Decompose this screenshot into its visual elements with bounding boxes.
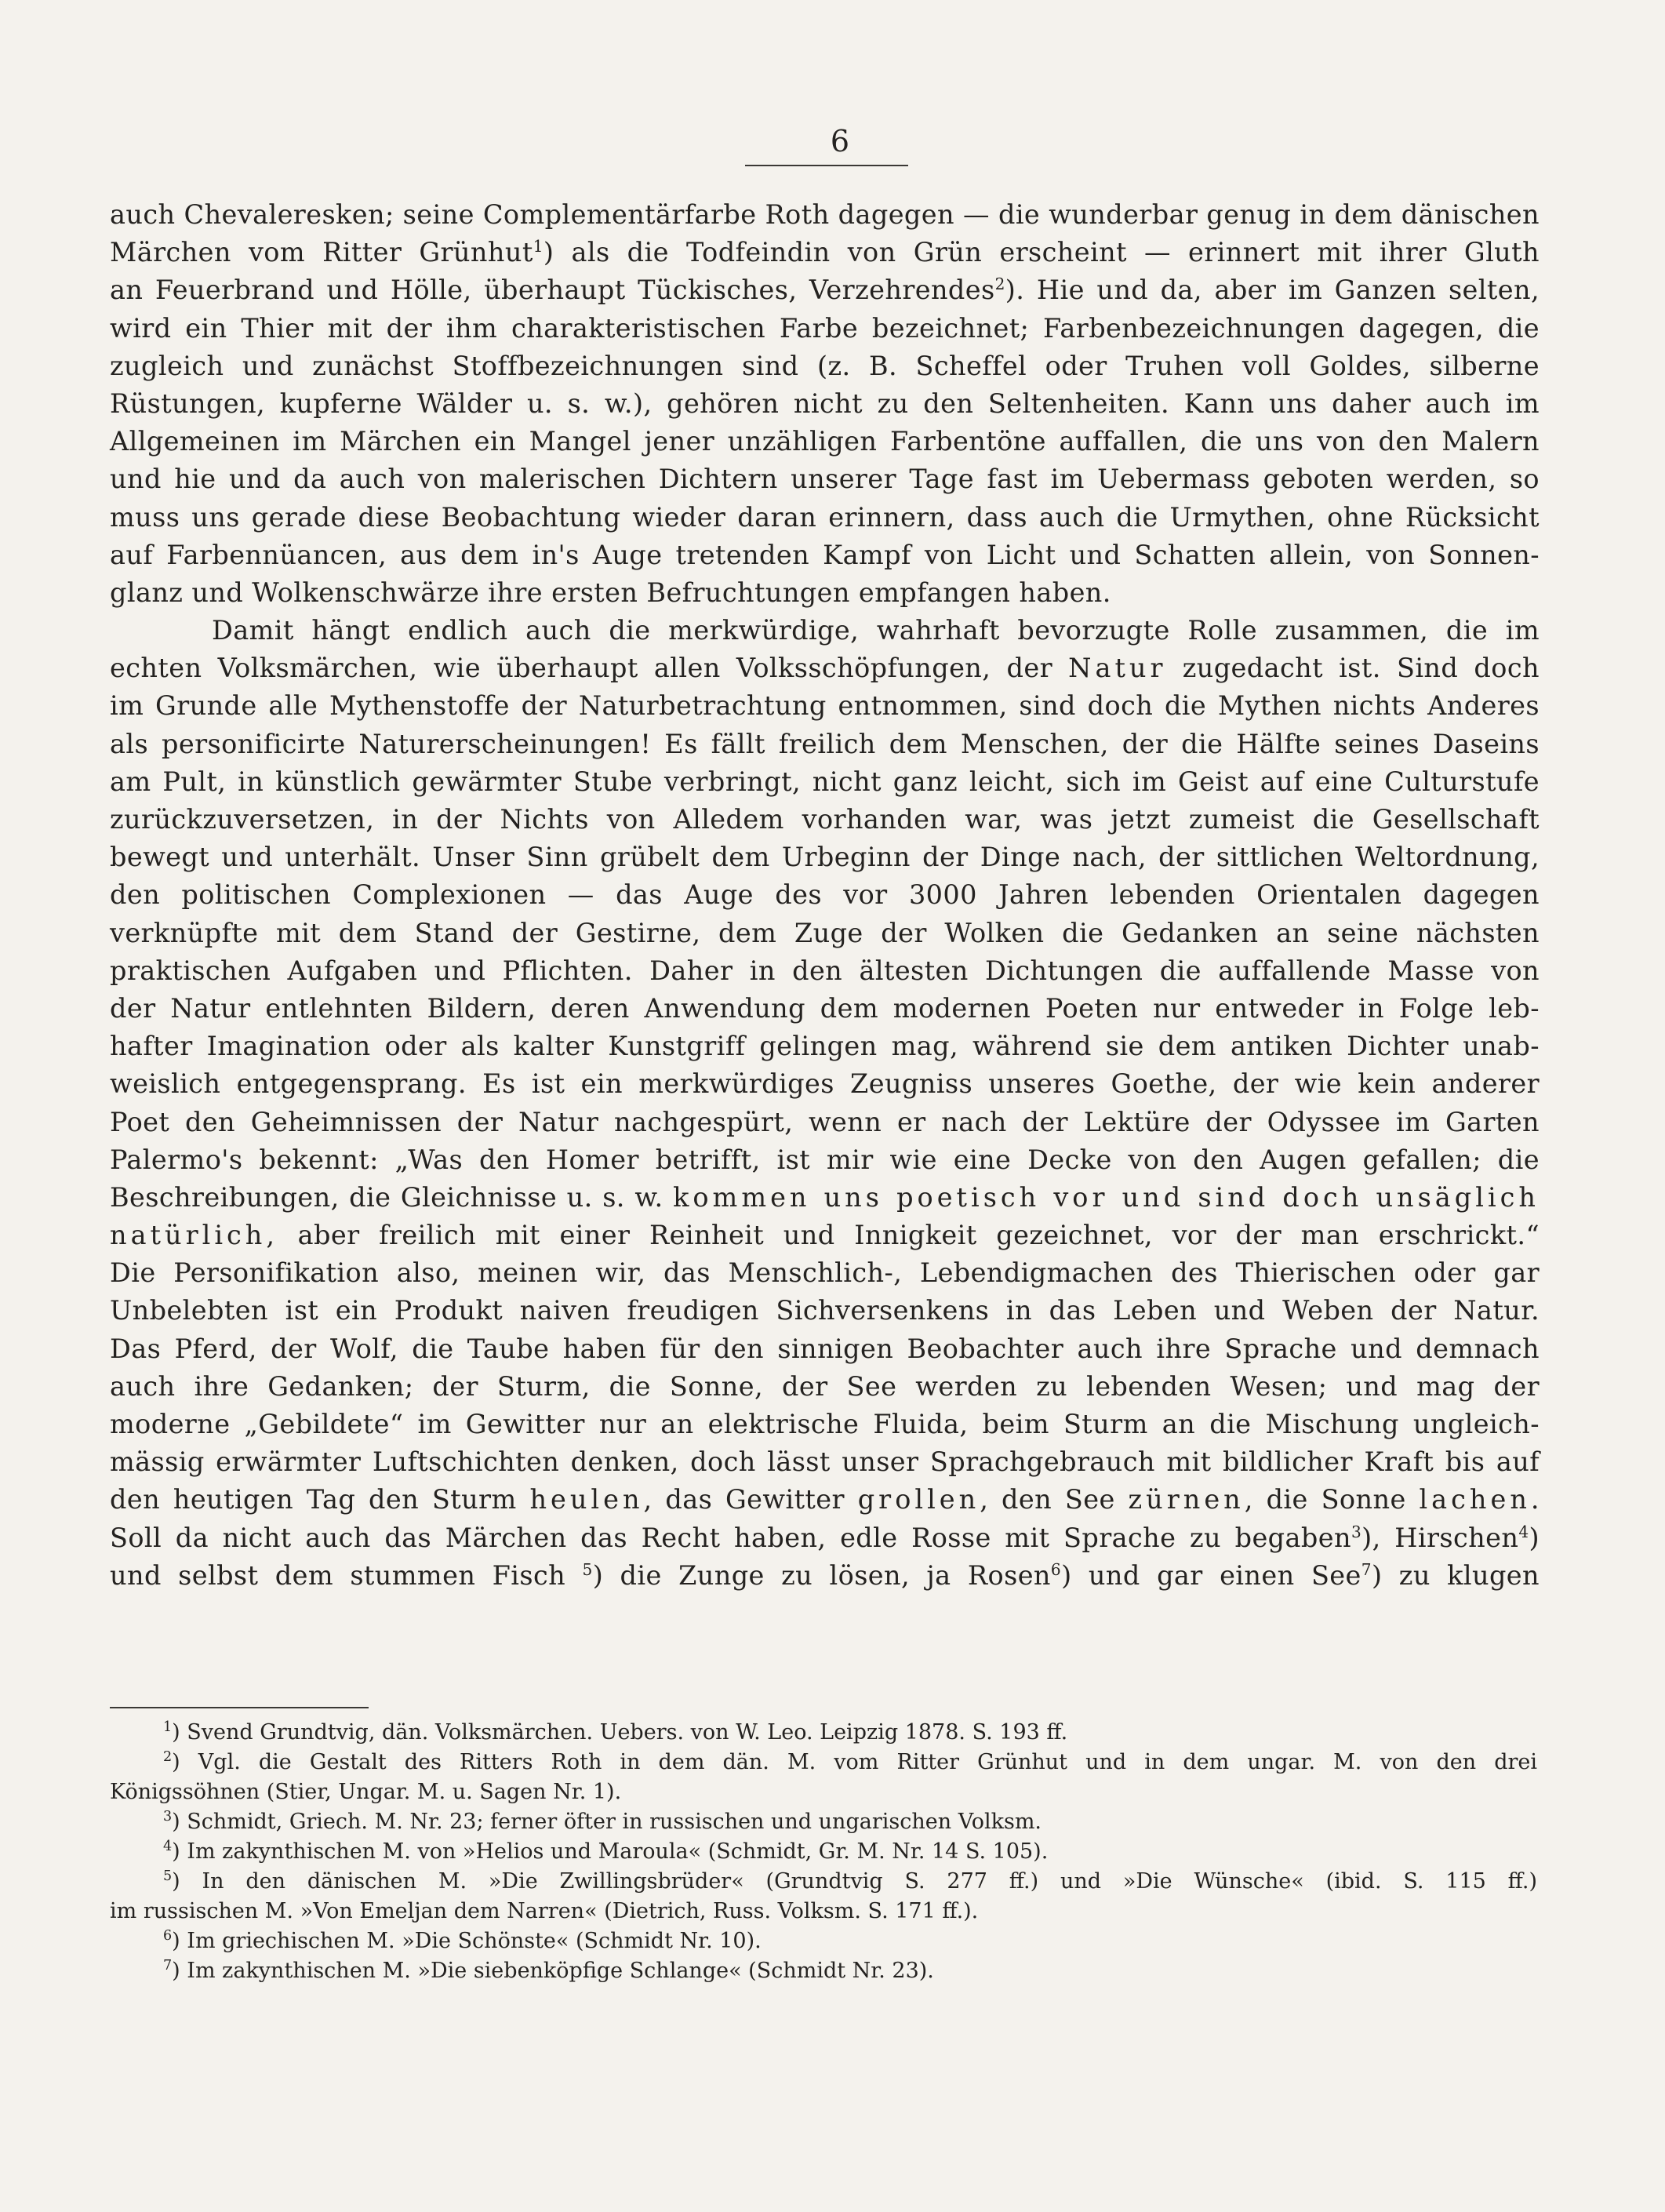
page-number: 6 xyxy=(830,124,851,158)
footnote-ref[interactable]: 3 xyxy=(1351,1522,1362,1541)
footnote-rule xyxy=(110,1707,369,1708)
emphasis-lachen: lachen xyxy=(1419,1484,1531,1515)
text-line: verknüpfte mit dem Stand der Gestirne, dem Zuge der Wolken die Gedanken an seine nächsten xyxy=(110,917,1540,948)
footnote-1: $^1$) Svend Grundtvig, dän. Volksmärchen. Uebers. von W. Leo. Leipzig 1878. S. 193 ff. xyxy=(163,1719,1068,1744)
text-line: zugleich und zunächst Stoffbezeichnungen sind (z. B. Scheffel oder Truhen voll Goldes, silberne xyxy=(110,350,1540,381)
text-line: im Grunde alle Mythenstoffe der Naturbetrachtung entnommen, sind doch die Mythen nichts Anderes xyxy=(110,690,1540,722)
text-line: den politischen Complexionen — das Auge des vor 3000 Jahren lebenden Orientalen dagegen xyxy=(110,879,1540,911)
footnote-ref[interactable]: 1 xyxy=(533,237,543,256)
text-line: Damit hängt endlich auch die merkwürdige, wahrhaft bevorzugte Rolle zusammen, die im xyxy=(212,615,1540,646)
footnote-number: 5 xyxy=(163,1868,173,1884)
emphasis-grollen: grollen xyxy=(857,1484,980,1515)
footnote-4: $^4$) Im zakynthischen M. von »Helios und Maroula« (Schmidt, Gr. M. Nr. 14 S. 105). xyxy=(163,1839,1049,1864)
text-line: Soll da nicht auch das Märchen das Recht haben, edle Rosse mit Sprache zu begaben$^3$), Hirschen$^4$) xyxy=(110,1522,1540,1553)
text-line: hafter Imagination oder als kalter Kunstgriff gelingen mag, während sie dem antiken Dichter unab- xyxy=(110,1031,1540,1062)
text-line: Märchen vom Ritter Grünhut$^1$) als die Todfeindin von Grün erscheint — erinnert mit ihrer Gluth xyxy=(110,237,1540,268)
footnote-7: $^7$) Im zakynthischen M. »Die siebenköpfige Schlange« (Schmidt Nr. 23). xyxy=(163,1958,934,1983)
footnote-2-continued: Königssöhnen (Stier, Ungar. M. u. Sagen Nr. 1). xyxy=(110,1780,622,1804)
footnote-6: $^6$) Im griechischen M. »Die Schönste« (Schmidt Nr. 10). xyxy=(163,1928,762,1953)
footnote-ref[interactable]: 4 xyxy=(1518,1522,1529,1541)
text-line: auf Farbennüancen, aus dem in's Auge tretenden Kampf von Licht und Schatten allein, von Sonnen- xyxy=(110,539,1540,570)
text-line: der Natur entlehnten Bildern, deren Anwendung dem modernen Poeten nur entweder in Folge leb- xyxy=(110,992,1540,1024)
emphasis-natuerlich: natürlich, xyxy=(110,1220,279,1251)
footnote-5-continued: im russischen M. »Von Emeljan dem Narren« (Dietrich, Russ. Volksm. S. 171 ff.). xyxy=(110,1899,979,1923)
footnote-ref[interactable]: 6 xyxy=(1050,1559,1062,1579)
text-line: muss uns gerade diese Beobachtung wieder daran erinnern, dass auch die Urmythen, ohne Rücksicht xyxy=(110,501,1540,533)
footnote-5: $^5$) In den dänischen M. »Die Zwillingsbrüder« (Grundtvig S. 277 ff.) und »Die Wünsche« (ibid. S. 115 ff.) xyxy=(163,1868,1537,1894)
footnote-number: 7 xyxy=(163,1958,173,1974)
footnote-2: $^2$) Vgl. die Gestalt des Ritters Roth in dem dän. M. vom Ritter Grünhut und in dem ungar. M. von den drei xyxy=(163,1749,1537,1774)
text-line: zurückzuversetzen, in der Nichts von Alledem vorhanden war, was jetzt zumeist die Gesellschaft xyxy=(110,804,1540,835)
text-line: Rüstungen, kupferne Wälder u. s. w.), gehören nicht zu den Seltenheiten. Kann uns daher auch im xyxy=(110,387,1540,419)
footnote-number: 3 xyxy=(163,1809,173,1825)
text-line: bewegt und unterhält. Unser Sinn grübelt dem Urbeginn der Dinge nach, der sittlichen Weltordnung, xyxy=(110,842,1540,873)
text-line: Palermo's bekennt: „Was den Homer betrifft, ist mir wie eine Decke von den Augen gefallen; die xyxy=(110,1144,1540,1175)
text-line: praktischen Aufgaben und Pflichten. Daher in den ältesten Dichtungen die auffallende Masse von xyxy=(110,955,1540,986)
emphasis-zuernen: zürnen xyxy=(1128,1484,1245,1515)
footnote-number: 6 xyxy=(163,1928,173,1944)
footnote-number: 4 xyxy=(163,1839,173,1854)
text-line: Allgemeinen im Märchen ein Mangel jener unzähligen Farbentöne auffallen, die uns von den Malern xyxy=(110,426,1540,457)
text-line: moderne „Gebildete“ im Gewitter nur an elektrische Fluida, beim Sturm an die Mischung ungleich- xyxy=(110,1409,1540,1439)
footnote-number: 1 xyxy=(163,1719,173,1735)
main-text xyxy=(110,196,1540,1595)
text-line: Die Personifikation also, meinen wir, das Menschlich-, Lebendigmachen des Thierischen oder gar xyxy=(110,1257,1540,1289)
text-line: den heutigen Tag den Sturm heulen, das Gewitter grollen, den See zürnen, die Sonne lachen. xyxy=(110,1484,1540,1515)
header-rule xyxy=(745,165,908,166)
text-line: Unbelebten ist ein Produkt naiven freudigen Sichversenkens in das Leben und Weben der Natur. xyxy=(110,1295,1540,1326)
text-line: und selbst dem stummen Fisch $^5$) die Zunge zu lösen, ja Rosen$^6$) und gar einen See$^7$) zu klugen xyxy=(110,1559,1540,1591)
text-line: auch Chevaleresken; seine Complementärfarbe Roth dagegen — die wunderbar genug in dem dänischen xyxy=(110,199,1540,230)
text-line: und hie und da auch von malerischen Dichtern unserer Tage fast im Uebermass geboten werden, so xyxy=(110,464,1540,495)
text-line: Poet den Geheimnissen der Natur nachgespürt, wenn er nach der Lektüre der Odyssee im Garten xyxy=(110,1106,1540,1137)
footnote-ref[interactable]: 5 xyxy=(582,1559,593,1579)
text-line: an Feuerbrand und Hölle, überhaupt Tückisches, Verzehrendes$^2$). Hie und da, aber im Ganzen selten, xyxy=(110,275,1540,306)
text-line: Beschreibungen, die Gleichnisse u. s. w. kommen uns poetisch vor und sind doch unsäglich xyxy=(110,1181,1540,1213)
footnotes xyxy=(110,1718,1537,1986)
emphasis-quote: kommen uns poetisch vor und sind doch unsäglich xyxy=(673,1181,1540,1213)
emphasis-heulen: heulen xyxy=(529,1484,644,1515)
text-line: Das Pferd, der Wolf, die Taube haben für den sinnigen Beobachter auch ihre Sprache und demnach xyxy=(110,1333,1540,1364)
text-line: am Pult, in künstlich gewärmter Stube verbringt, nicht ganz leicht, sich im Geist auf eine Culturstufe xyxy=(110,766,1540,797)
text-line: als personificirte Naturerscheinungen! Es fällt freilich dem Menschen, der die Hälfte seines Daseins xyxy=(110,728,1540,759)
text-line: auch ihre Gedanken; der Sturm, die Sonne, der See werden zu lebenden Wesen; und mag der xyxy=(110,1370,1540,1402)
text-line: natürlich, aber freilich mit einer Reinheit und Innigkeit gezeichnet, vor der man erschrickt.“ xyxy=(110,1220,1540,1251)
text-line: mässig erwärmter Luftschichten denken, doch lässt unser Sprachgebrauch mit bildlicher Kraft bis auf xyxy=(110,1446,1540,1478)
text-line: wird ein Thier mit der ihm charakteristischen Farbe bezeichnet; Farbenbezeichnungen dagegen, die xyxy=(110,312,1540,344)
text-line: echten Volksmärchen, wie überhaupt allen Volksschöpfungen, der Natur zugedacht ist. Sind doch xyxy=(110,653,1540,684)
text-line: glanz und Wolkenschwärze ihre ersten Befruchtungen empfangen haben. xyxy=(110,577,1111,608)
footnote-ref[interactable]: 7 xyxy=(1361,1559,1372,1579)
footnote-3: $^3$) Schmidt, Griech. M. Nr. 23; ferner öfter in russischen und ungarischen Volksm. xyxy=(163,1809,1042,1834)
text-line: weislich entgegensprang. Es ist ein merkwürdiges Zeugniss unseres Goethe, der wie kein anderer xyxy=(110,1068,1540,1100)
footnote-number: 2 xyxy=(163,1749,173,1765)
emphasis-natur: Natur xyxy=(1068,653,1167,684)
footnote-ref[interactable]: 2 xyxy=(994,275,1005,294)
